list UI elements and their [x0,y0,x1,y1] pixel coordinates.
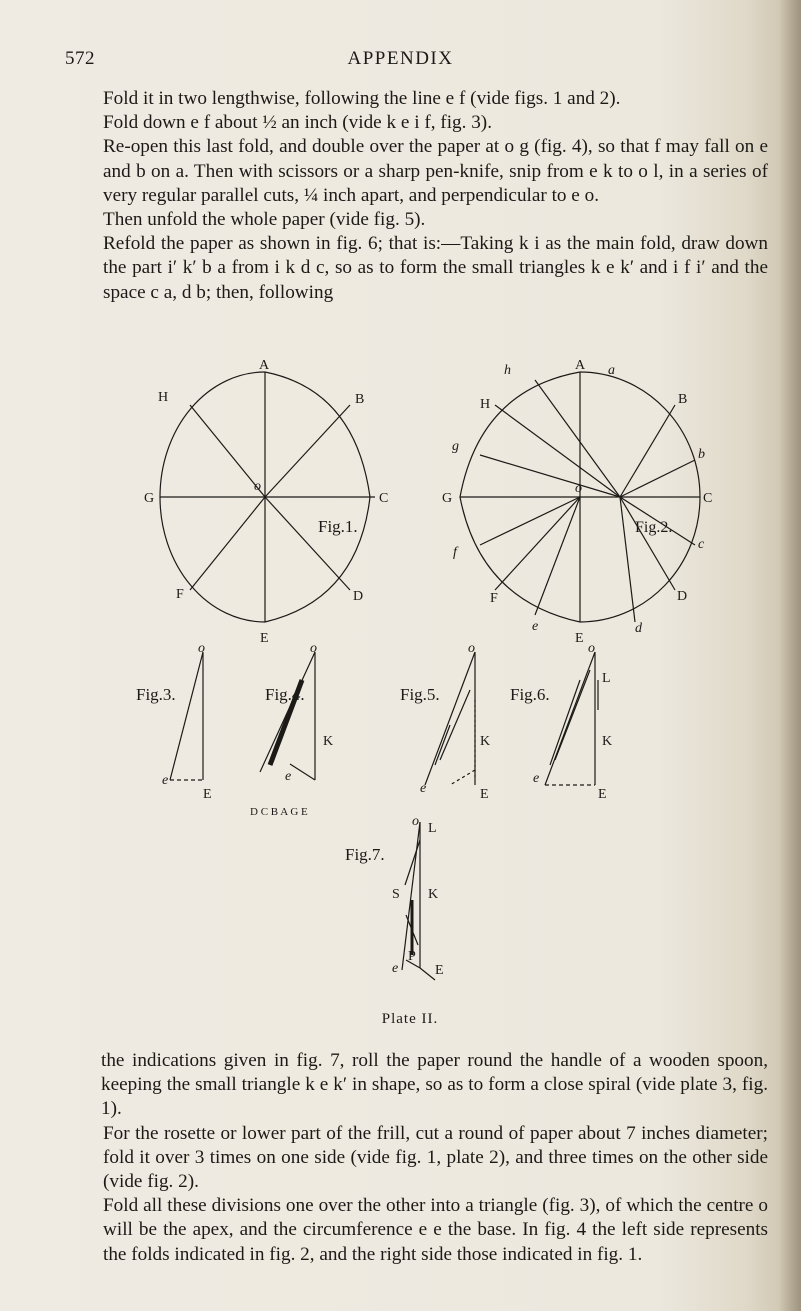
plate-illustration [136,358,713,1032]
fig3-label-e: e [162,773,169,788]
fig1-label-o: o [254,479,261,494]
fig1-label-D: D [353,589,364,604]
fig1-label: Fig.1. [318,517,358,536]
fig4-label-o: o [310,641,317,656]
fig5-label-e: e [420,781,427,796]
fig2-label-d: d [635,621,642,636]
fig7-label-K: K [428,887,439,902]
fig7-label-e: e [392,961,399,976]
page-edge-shadow [779,0,801,1311]
fig5-diagram [425,652,475,785]
fig7-label-E: E [435,963,444,978]
fig1-label-G: G [144,491,155,506]
fig7-label-S: S [392,887,400,902]
fig6-label-L: L [602,671,611,686]
fig3-label: Fig.3. [136,685,176,704]
fig2-label-A: A [575,358,586,373]
page-number: 572 [65,48,95,69]
running-head [0,46,801,70]
paragraph: Fold all these divisions one over the other into a triangle (fig. 3), of which the centre o will be the apex, and the circumference e e the base. In fig. 4 the left side represents the folds indicated in fig. 2, and the right side those indicated in fig. 1. [103,1195,768,1265]
plate-caption: Plate II. [381,1011,439,1027]
fig6-label-o: o [588,641,595,656]
fig2-label-f: f [453,545,457,560]
fig2-label: Fig.2. [635,519,673,536]
text-block-top [103,87,768,305]
paragraph: Refold the paper as shown in fig. 6; that is:—Taking k i as the main fold, draw down the part i′ k′ b a from i k d c, so as to form the small triangles k e k′ and i f i′ and the space c a, d b; then, following [103,233,768,303]
running-title: APPENDIX [347,48,454,69]
fig7-label: Fig.7. [345,845,385,864]
fig7-label-P: P [408,949,416,964]
fig6-label: Fig.6. [510,685,550,704]
fig2-label-B: B [678,392,688,407]
fig5-label-K: K [480,734,491,749]
fig4-label-e: e [285,769,292,784]
fig1-label-E: E [260,631,269,646]
fig2-label-E: E [575,631,584,646]
fig7-label-L: L [428,821,437,836]
fig2-label-C: C [703,491,713,506]
fig1-label-H: H [158,390,169,405]
fig7-label-o: o [412,814,419,829]
text-block-bottom [103,1049,768,1267]
fig2-label-D: D [677,589,688,604]
fig4-diagram [260,652,315,780]
fig4-label: Fig.4. [265,685,305,704]
paragraph: Then unfold the whole paper (vide fig. 5). [103,209,426,231]
fig2-label-g: g [452,439,459,454]
fig3-diagram [170,652,203,780]
fig2-label-G: G [442,491,453,506]
fig2-label-c: c [698,537,705,552]
fig2-label-h: h [504,363,511,378]
fig3-label-E: E [203,787,212,802]
fig1-diagram [160,372,375,622]
paragraph: the indications given in fig. 7, roll the paper round the handle of a wooden spoon, keeping the small triangle k e k′ in shape, so as to form a close spiral (vide plate 3, fig. 1). [101,1050,768,1120]
fig5-label-o: o [468,641,475,656]
fig2-label-H: H [480,397,491,412]
fig2-label-e: e [532,619,539,634]
fig2-label-b: b [698,447,705,462]
fig2-label-F: F [490,591,498,606]
fig2-label-o: o [575,481,582,496]
fig1-label-A: A [259,358,270,373]
fig6-diagram [545,652,598,785]
fig4-label-D-C-B-A-G-E: D C B A G E [250,806,308,818]
fig6-label-e: e [533,771,540,786]
plate-figure [136,358,713,1032]
fig4-label-K: K [323,734,334,749]
fig5-label: Fig.5. [400,685,440,704]
fig5-label-E: E [480,787,489,802]
fig3-label-o: o [198,641,205,656]
fig2-label-a: a [608,363,615,378]
fig1-label-C: C [379,491,389,506]
fig6-label-E: E [598,787,607,802]
fig1-label-B: B [355,392,365,407]
paragraph: For the rosette or lower part of the frill, cut a round of paper about 7 inches diameter; fold it over 3 times on one side (vide fig. 1, plate 2), and three times on the other side (vide fig. 2). [103,1122,768,1193]
fig6-label-K: K [602,734,613,749]
paragraph: Fold it in two lengthwise, following the line e f (vide figs. 1 and 2). [103,88,621,109]
paragraph: Re-open this last fold, and double over the paper at o g (fig. 4), so that f may fall on e and b on a. Then with scissors or a sharp pen-knife, snip from e k to o l, in a series of very regular parallel cuts, ¼ inch apart, and perpendicular to e o. [103,136,768,206]
fig1-label-F: F [176,587,184,602]
fig2-diagram [460,372,700,622]
paragraph: Fold down e f about ½ an inch (vide k e i f, fig. 3). [103,112,492,134]
